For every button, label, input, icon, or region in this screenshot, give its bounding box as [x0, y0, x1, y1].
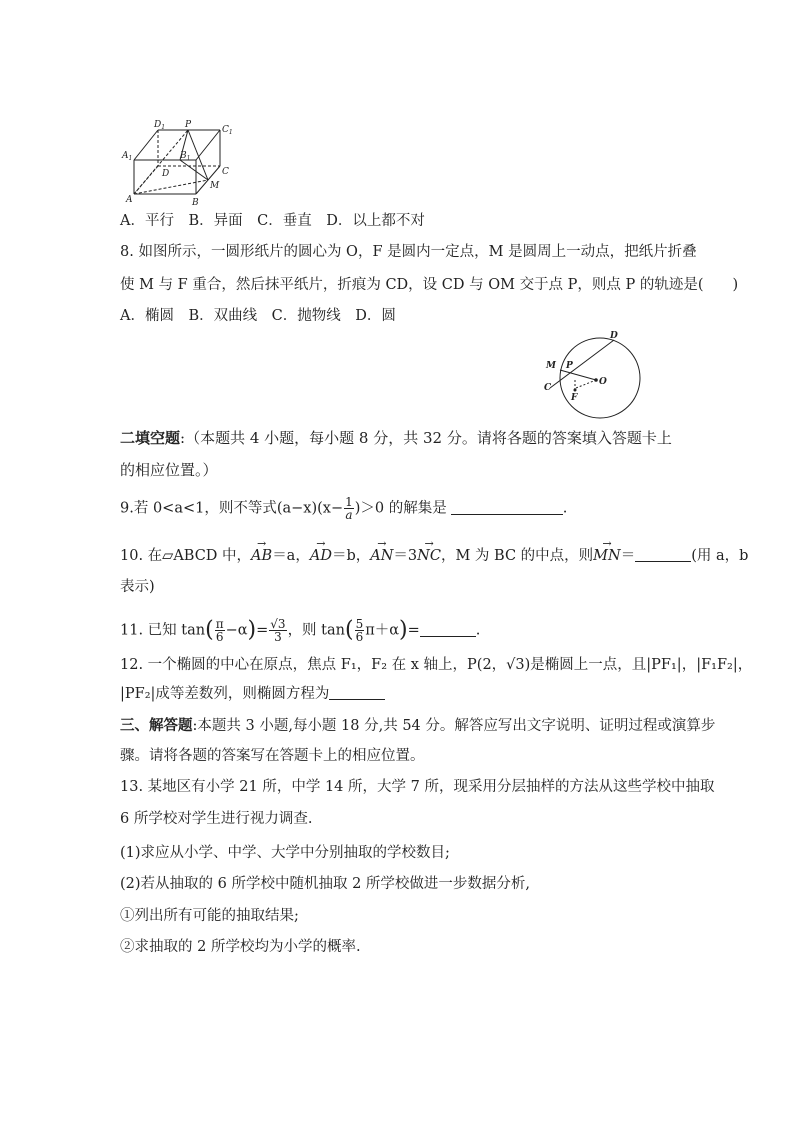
label-p: P: [185, 120, 192, 130]
q10-line2: 表示): [120, 579, 155, 595]
q13-part1: (1)求应从小学、中学、大学中分别抽取的学校数目;: [120, 845, 450, 861]
q11: 11. 已知 tan( $\frac{\pi}{6}$ −α)= $\frac{√3}{3}$ ，则 tan( $\frac{5}{6}$ π＋α)= .: [120, 617, 481, 644]
q13-line1: 13. 某地区有小学 21 所，中学 14 所，大学 7 所，现采用分层抽样的方法从这些学校中抽取: [120, 779, 715, 795]
section3-heading: 三、解答题:本题共 3 小题,每小题 18 分,共 54 分。解答应写出文字说明、证明过程或演算步: [120, 717, 716, 734]
label-d: D: [162, 169, 170, 179]
label-a: A: [126, 195, 133, 205]
circle-figure: [538, 328, 642, 424]
label-a1: $A_1$: [122, 151, 133, 162]
label-c1: $C_1$: [222, 125, 233, 136]
label-p: P: [566, 361, 573, 371]
q13-line2: 6 所学校对学生进行视力调查.: [120, 811, 313, 827]
label-d: D: [610, 331, 618, 341]
section2-heading: 二填空题:（本题共 4 小题，每小题 8 分，共 32 分。请将各题的答案填入答题卡上: [120, 429, 672, 447]
label-m: M: [210, 181, 220, 191]
label-o: O: [599, 377, 607, 387]
label-b: B: [192, 198, 199, 208]
label-b1: $B_1$: [180, 151, 191, 162]
q13-sub1: ①列出所有可能的抽取结果;: [120, 908, 299, 924]
label-f: F: [571, 393, 578, 403]
section3-heading-line2: 骤。请将各题的答案写在答题卡上的相应位置。: [120, 748, 425, 764]
label-m: M: [546, 361, 556, 371]
q7-options: A．平行 B．异面 C．垂直 D．以上都不对: [120, 213, 425, 229]
label-c: C: [544, 383, 552, 393]
q8-options: A．椭圆 B．双曲线 C．抛物线 D．圆: [120, 308, 396, 324]
q13-part2: (2)若从抽取的 6 所学校中随机抽取 2 所学校做进一步数据分析,: [120, 876, 531, 892]
q10-line1: 10. 在▱ABCD 中，→ AB＝a，→ AD＝b，→ AN＝3→ NC，M 为 BC 的中点，则→ MN＝ (用 a，b: [120, 546, 748, 566]
label-c: C: [222, 167, 229, 177]
q8-line1: 8. 如图所示，一圆形纸片的圆心为 O，F 是圆内一定点，M 是圆周上一动点，把纸片折叠: [120, 244, 697, 260]
q12-line2: |PF₂|成等差数列，则椭圆方程为: [120, 684, 385, 704]
section2-heading-line2: 的相应位置。）: [120, 461, 218, 479]
q12-line1: 12. 一个椭圆的中心在原点，焦点 F₁，F₂ 在 x 轴上，P(2，√3)是椭圆上一点，且|PF₁|，|F₁F₂|，: [120, 657, 753, 673]
q8-line2: 使 M 与 F 重合，然后抹平纸片，折痕为 CD，设 CD 与 OM 交于点 P，则点 P 的轨迹是( ): [120, 277, 739, 293]
q9: 9.若 0<a<1，则不等式(a−x)(x− $\frac{1}{a}$ )＞0 的解集是 .: [120, 495, 568, 522]
cube-figure: [118, 118, 238, 210]
label-d1: $D_1$: [154, 120, 166, 131]
q13-sub2: ②求抽取的 2 所学校均为小学的概率.: [120, 939, 361, 955]
